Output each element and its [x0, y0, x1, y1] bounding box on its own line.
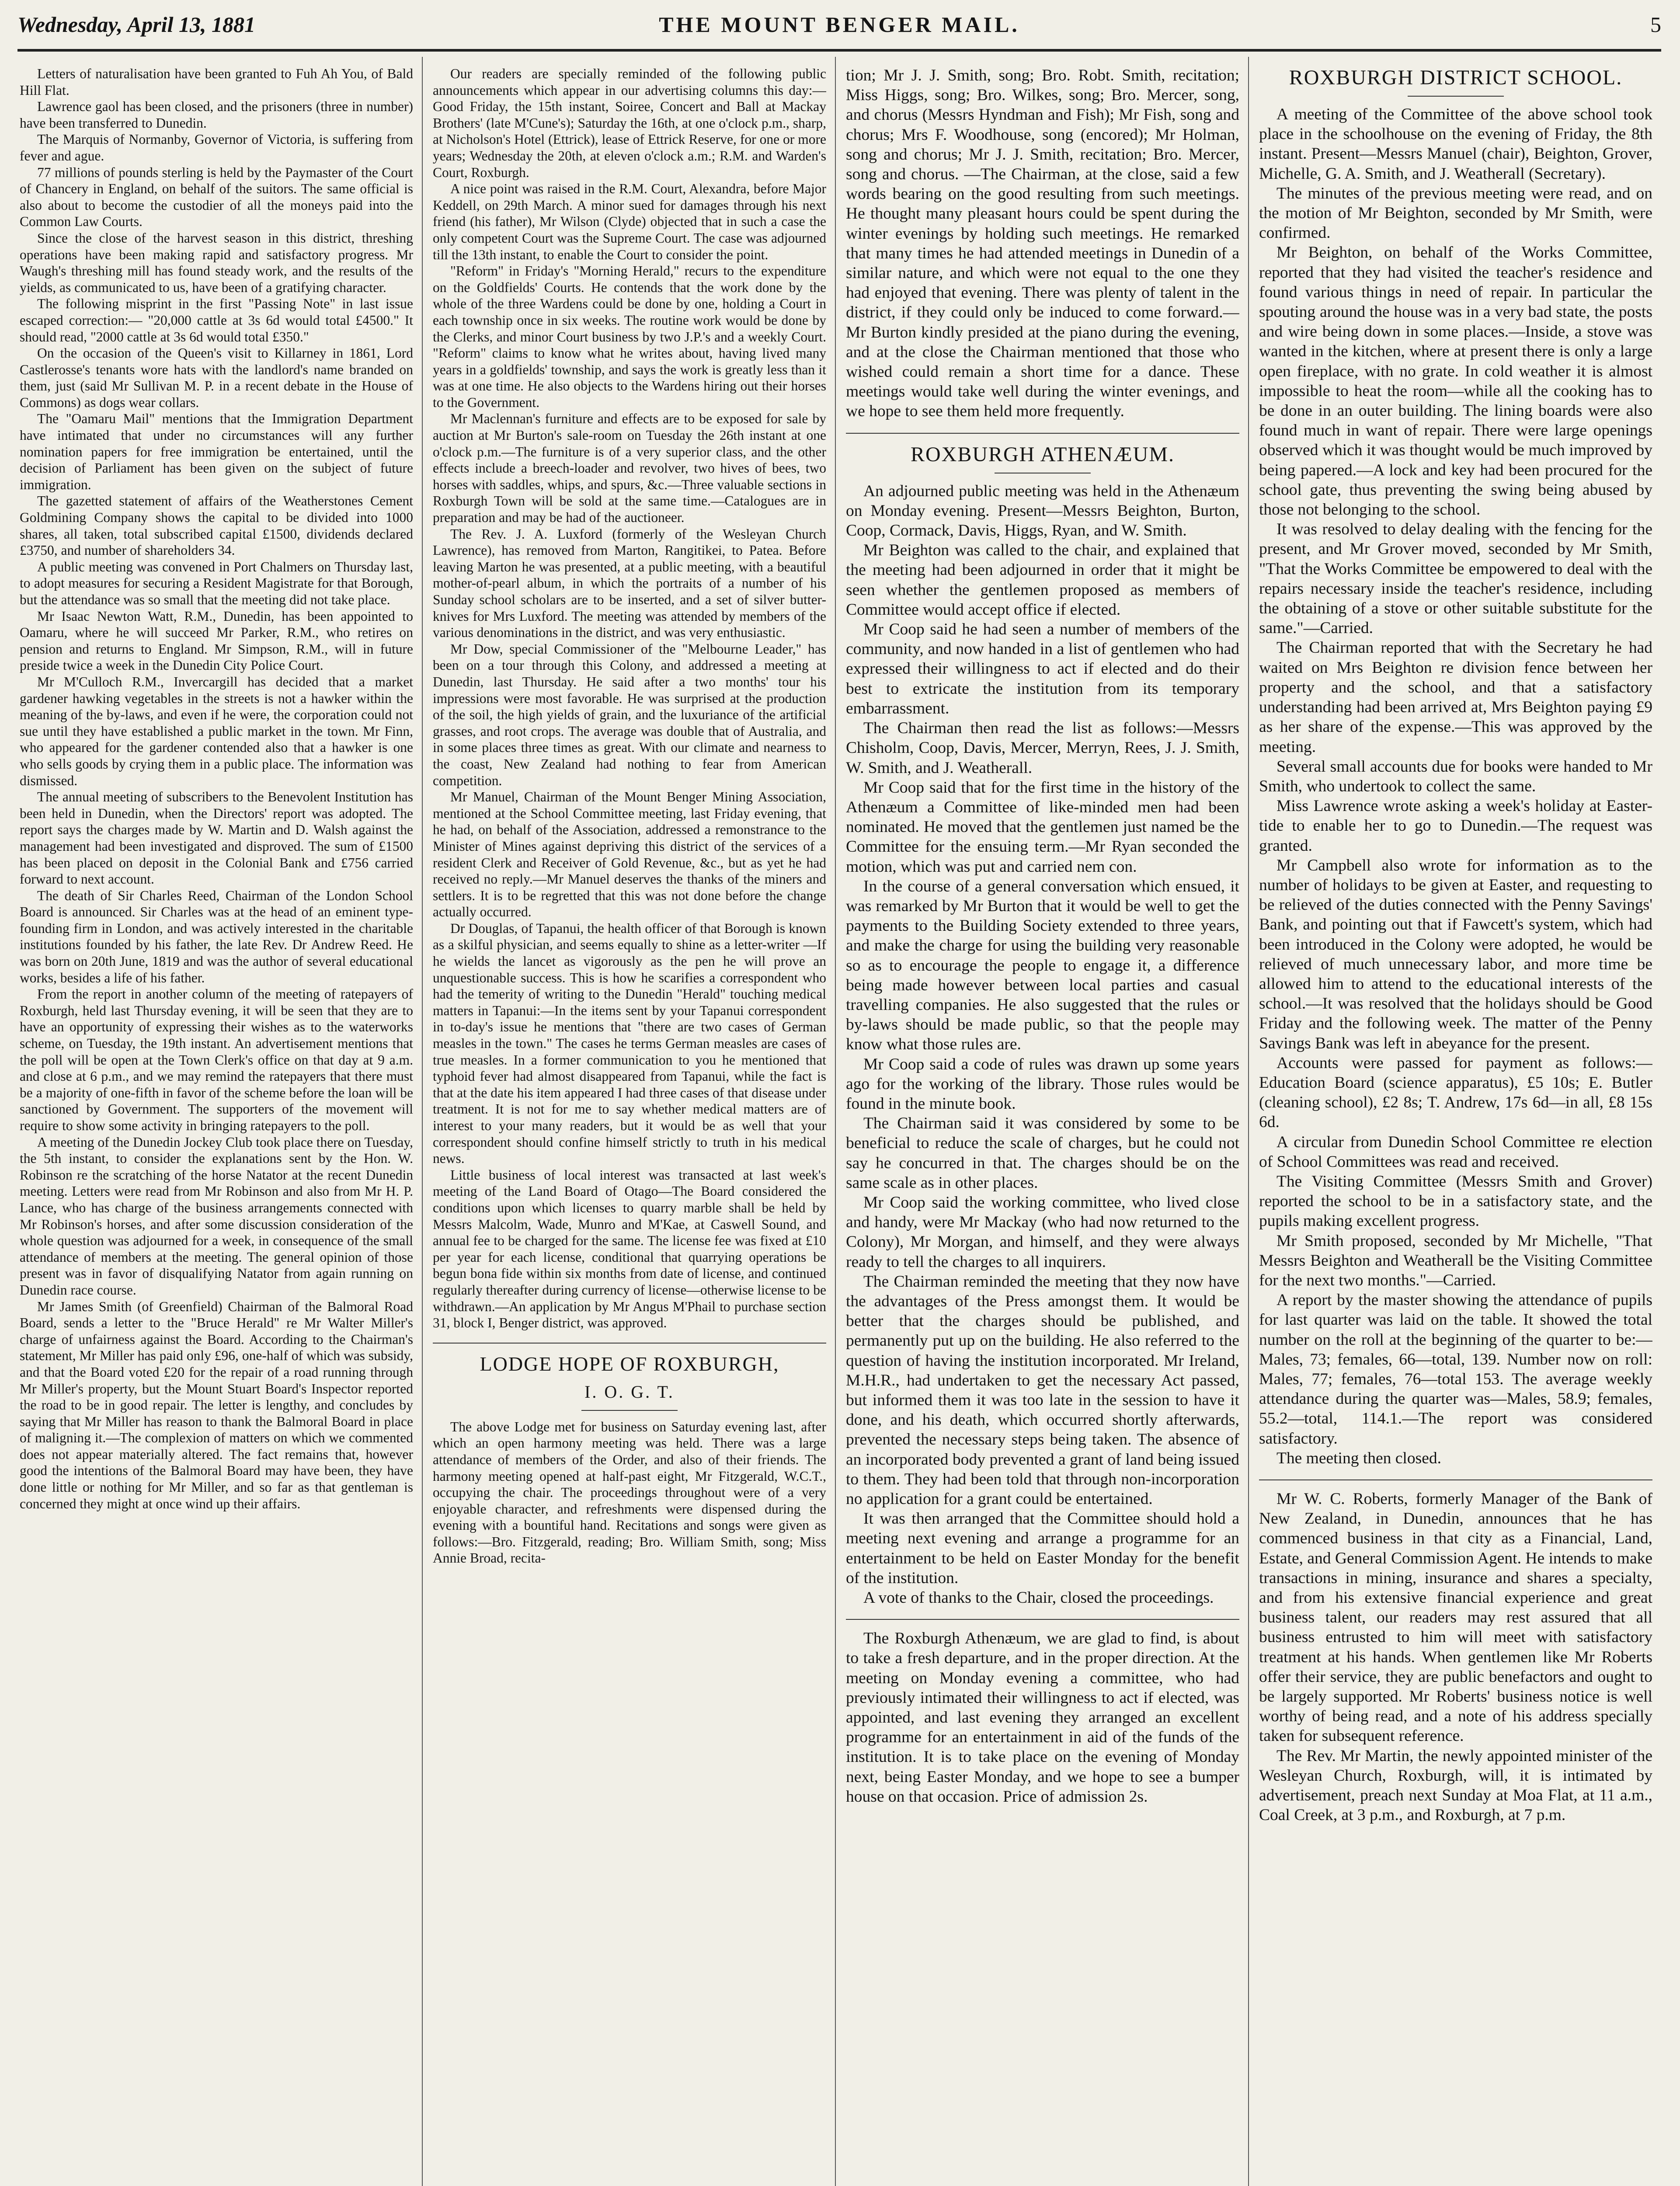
column-4: [1259, 66, 1652, 2186]
article-paragraph: The "Oamaru Mail" mentions that the Immigration Department have intimated that under no circumstances will any further nomination papers for free immigration be entertained, until the decision of Parliament has been given on the subject of future immigration.: [20, 411, 413, 492]
article-paragraph: The Rev. J. A. Luxford (formerly of the Wesleyan Church Lawrence), has removed from Marton, Rangitikei, to Patea. Before leaving Marton he was presented, at a public meeting, with a beautiful mother-of-pearl album, in which the portraits of a number of his Sunday school scholars are to be inserted, and a set of silver butter-knives for Mrs Luxford. The meeting was attended by members of the various denominations in the district, and was very enthusiastic.: [433, 526, 826, 640]
section-rule: [433, 1343, 826, 1344]
article-paragraph: The annual meeting of subscribers to the Benevolent Institution has been held in Dunedin, when the Directors' report was adopted. The report says the charges made by W. Martin and D. Walsh against the management had been investigated and disproved. The sum of £1500 has been placed on deposit in the Colonial Bank and £756 carried forward to next account.: [20, 789, 413, 887]
article-paragraph: Mr Coop said a code of rules was drawn up some years ago for the working of the library. Those rules would be found in the minute book.: [846, 1055, 1239, 1113]
page-number: 5: [1650, 12, 1661, 37]
article-paragraph: Several small accounts due for books were handed to Mr Smith, who undertook to collect the same.: [1259, 757, 1652, 795]
article-paragraph: Mr M'Culloch R.M., Invercargill has decided that a market gardener hawking vegetables in the streets is not a hawker within the meaning of the by-laws, and even if he were, the corporation could not sue until they have established a public market in the town. Mr Finn, who appeared for the gardener contended also that a hawker is one who sells goods by crying them in a public place. The information was dismissed.: [20, 674, 413, 788]
column-divider: [1248, 57, 1249, 2186]
article-paragraph: The above Lodge met for business on Saturday evening last, after which an open harmony meeting was held. There was a large attendance of members of the Order, and also of their friends. The harmony meeting opened at half-past eight, Mr Fitzgerald, W.C.T., occupying the chair. The proceedings throughout were of a very enjoyable character, and refreshments were dispensed during the evening with a bountiful hand. Recitations and songs were given as follows:—Bro. Fitzgerald, reading; Bro. William Smith, song; Miss Annie Broad, recita-: [433, 1419, 826, 1566]
article-paragraph: Lawrence gaol has been closed, and the prisoners (three in number) have been transferred to Dunedin.: [20, 99, 413, 131]
article-paragraph: The Chairman reported that with the Secretary he had waited on Mrs Beighton re division fence between her property and the school, and that a satisfactory understanding had been arrived at, Mrs Beighton paying £9 as her share of the expense.—This was approved by the meeting.: [1259, 639, 1652, 756]
article-paragraph: Mr Dow, special Commissioner of the "Melbourne Leader," has been on a tour through this Colony, and addressed a meeting at Dunedin, last Thursday. He said after a two months' tour his impressions were most favorable. He was surprised at the production of the soil, the high yields of grain, and the luxuriance of the artificial grasses, and root crops. The average was double that of Australia, and in some places three times as great. With our climate and nearness to the coast, New Zealand had nothing to fear from American competition.: [433, 641, 826, 788]
lodge-subheading: I. O. G. T.: [584, 1382, 675, 1402]
article-paragraph: The Visiting Committee (Messrs Smith and Grover) reported the school to be in a satisfactory state, and the pupils making excellent progress.: [1259, 1172, 1652, 1230]
article-paragraph: The meeting then closed.: [1277, 1449, 1441, 1467]
article-paragraph: tion; Mr J. J. Smith, song; Bro. Robt. Smith, recitation; Miss Higgs, song; Bro. Wilkes, song; Bro. Mercer, song, and chorus (Messrs Hyndman and Fish); Mr Fish, song and chorus; Mrs F. Woodhouse, song (encored); Mr Holman, song and chorus; Mr J. J. Smith, recitation; Bro. Mercer, song and chorus. —The Chairman, at the close, said a few words bearing on the good resulting from such meetings. He thought many pleasant hours could be spent during the winter evenings by holding such meetings. He remarked that many times he had attended meetings in Dunedin of a similar nature, and which were not equal to the one they had enjoyed that evening. There was plenty of talent in the district, if they could only be induced to come forward.—Mr Burton kindly presided at the piano during the evening, and at the close the Chairman mentioned that those who wished could remain a short time for a dance. These meetings would take well during the winter evenings, and we hope to see them held more frequently.: [846, 66, 1239, 421]
article-paragraph: A public meeting was convened in Port Chalmers on Thursday last, to adopt measures for securing a Resident Magistrate for that Borough, but the attendance was so small that the meeting did not take place.: [20, 559, 413, 607]
article-paragraph: Mr Maclennan's furniture and effects are to be exposed for sale by auction at Mr Burton's sale-room on Tuesday the 26th instant at one o'clock p.m.—The furniture is of a very superior class, and the other effects include a breech-loader and revolver, two hives of bees, two horses with saddles, whips, and spurs, &c.—Three valuable sections in Roxburgh Town will be sold at the same time.—Catalogues are in preparation and may be had of the auctioneer.: [433, 411, 826, 526]
article-paragraph: The minutes of the previous meeting were read, and on the motion of Mr Beighton, seconded by Mr Smith, were confirmed.: [1259, 184, 1652, 242]
article-paragraph: A report by the master showing the attendance of pupils for last quarter was laid on the table. It showed the total number on the roll at the beginning of the quarter to be:—Males, 73; females, 66—total, 139. Number now on roll: Males, 77; females, 76—total 153. The average weekly attendance during the quarter was—Males, 58.9; females, 55.2—total, 114.1.—The report was considered satisfactory.: [1259, 1291, 1652, 1448]
article-paragraph: The following misprint in the first "Passing Note" in last issue escaped correction:— "20,000 cattle at 3s 6d would total £4500." It should read, "2000 cattle at 3s 6d would total £350.": [20, 296, 413, 345]
article-paragraph: Mr Beighton, on behalf of the Works Committee, reported that they had visited the teacher's residence and found various things in need of repair. In particular the spouting around the house was in a very bad state, the posts and wire being down in some places.—Inside, a stove was wanted in the kitchen, where at present there is only a large open fireplace, with no grate. In cold weather it is almost impossible to heat the room—while all the cooking has to be done in an outer building. The lining boards were also found much in want of repair. There were large openings observed which it was thought would be much improved by being papered.—A lock and key had been procured for the school gate, thus preventing the swing being abused by those not belonging to the school.: [1259, 244, 1652, 519]
article-paragraph: Mr W. C. Roberts, formerly Manager of the Bank of New Zealand, in Dunedin, announces that he has commenced business in that city as a Financial, Land, Estate, and General Commission Agent. He intends to make transactions in mining, insurance and shares a specialty, and from his extensive financial experience and great business talent, our readers may rest assured that all business entrusted to him will meet with satisfactory treatment at his hands. When gentlemen like Mr Roberts offer their service, they are public benefactors and ought to be largely supported. Mr Roberts' business notice is well worthy of being read, and a note of his address specially taken for subsequent reference.: [1259, 1490, 1652, 1745]
column-2: [433, 66, 826, 2186]
article-paragraph: Since the close of the harvest season in this district, threshing operations have been making rapid and satisfactory progress. Mr Waugh's threshing mill has found steady work, and the results of the yields, as communicated to us, have been of a gratifying character.: [20, 230, 413, 295]
article-paragraph: Mr James Smith (of Greenfield) Chairman of the Balmoral Road Board, sends a letter to the "Bruce Herald" re Mr Walter Miller's charge of unfairness against the Board. According to the Chairman's statement, Mr Miller has paid only £96, one-half of which was subsidy, and that the Board voted £20 for the repair of a road running through Mr Miller's property, but the Mount Stuart Board's Inspector reported the road to be in good repair. The letter is lengthy, and concludes by saying that Mr Miller has reason to thank the Balmoral Board in place of maligning it.—The complexion of matters on which we commented does not appear materially altered. The fact remains that, however good the intentions of the Balmoral Board may have been, they have done little or nothing for Mr Miller, and so far as that gentleman is concerned they might at once wind up their affairs.: [20, 1298, 413, 1511]
article-paragraph: The Roxburgh Athenæum, we are glad to find, is about to take a fresh departure, and in the proper direction. At the meeting on Monday evening a committee, who had previously intimated their willingness to act if elected, was appointed, and last evening they arranged an excellent programme for an entertainment in aid of the funds of the institution. It is to take place on the evening of Monday next, being Easter Monday, and we hope to see a bumper house on that occasion. Price of admission 2s.: [846, 1629, 1239, 1806]
column-divider: [835, 57, 836, 2186]
issue-date: Wednesday, April 13, 1881: [17, 12, 255, 37]
article-paragraph: The Chairman said it was considered by some to be beneficial to reduce the scale of charges, but he could not say he concurred in that. The charges should be on the same scale as in other places.: [846, 1114, 1239, 1192]
article-paragraph: "Reform" in Friday's "Morning Herald," recurs to the expenditure on the Goldfields' Courts. He contends that the work done by the whole of the three Wardens could be done by one, holding a Court in each township once in six weeks. The routine work would be done by the Clerks, and minor Court business by two J.P.'s and a weekly Court. "Reform" claims to know what he writes about, having lived many years in a goldfields' township, and says the work is greatly less than it was at one time. He also objects to the Wardens hiring out their horses to the Government.: [433, 263, 826, 410]
article-paragraph: 77 millions of pounds sterling is held by the Paymaster of the Court of Chancery in England, on behalf of the suitors. The same official is also about to become the custodier of all the moneys paid into the Common Law Courts.: [20, 164, 413, 230]
article-paragraph: Our readers are specially reminded of the following public announcements which appear in our advertising columns this day:—Good Friday, the 15th instant, Soiree, Concert and Ball at Mackay Brothers' (late M'Cune's); Saturday the 16th, at one o'clock p.m., sharp, at Nicholson's Hotel (Ettrick), lease of Ettrick Reserve, for one or more years; Wednesday the 20th, at eleven o'clock a.m.; R.M. and Warden's Court, Roxburgh.: [433, 66, 826, 180]
athenaeum-heading: ROXBURGH ATHENÆUM.: [910, 442, 1175, 466]
article-paragraph: The Rev. Mr Martin, the newly appointed minister of the Wesleyan Church, Roxburgh, will, it is intimated by advertisement, preach next Sunday at Moa Flat, at 11 a.m., Coal Creek, at 3 p.m., and Roxburgh, at 7 p.m.: [1259, 1747, 1652, 1824]
article-paragraph: Accounts were passed for payment as follows:— Education Board (science apparatus), £5 10s; E. Butler (cleaning school), £2 8s; T. Andrew, 17s 6d—in all, £8 15s 6d.: [1259, 1054, 1652, 1131]
article-paragraph: The gazetted statement of affairs of the Weatherstones Cement Goldmining Company shows the capital to be divided into 1000 shares, all taken, total subscribed capital £1500, dividends declared £3750, and number of shareholders 34.: [20, 493, 413, 558]
article-paragraph: From the report in another column of the meeting of ratepayers of Roxburgh, held last Thursday evening, it will be seen that they are to have an opportunity of expressing their wishes as to the waterworks scheme, on Tuesday, the 19th instant. An advertisement mentions that the poll will be open at the Town Clerk's office on that day at 9 a.m. and close at 6 p.m., and we may remind the ratepayers that there must be a majority of one-fifth in favor of the scheme before the loan will be sanctioned by Government. The supporters of the movement will require to show some activity in bringing ratepayers to the poll.: [20, 986, 413, 1133]
lodge-heading: LODGE HOPE OF ROXBURGH,: [480, 1352, 779, 1375]
article-paragraph: Mr Smith proposed, seconded by Mr Michelle, "That Messrs Beighton and Weatherall be the Visiting Committee for the next two months."—Carried.: [1259, 1232, 1652, 1289]
article-paragraph: It was resolved to delay dealing with the fencing for the present, and Mr Grover moved, seconded by Mr Smith, "That the Works Committee be empowered to deal with the repairs necessary inside the teacher's residence, including the obtaining of a stove or other suitable substitute for the same."—Carried.: [1259, 520, 1652, 637]
article-paragraph: Little business of local interest was transacted at last week's meeting of the Land Board of Otago—The Board considered the conditions upon which licenses to quarry marble shall be held by Messrs Malcolm, Wade, Munro and M'Kae, at Caswell Sound, and annual fee to be charged for the same. The license fee was fixed at £10 per year for each license, conditional that quarrying operations be begun bona fide within six months from date of license, and continued regularly thereafter during currency of license—otherwise license to be withdrawn.—An application by Mr Angus M'Phail to purchase section 31, block I, Benger district, was approved.: [433, 1167, 826, 1331]
column-divider: [422, 57, 423, 2186]
article-paragraph: Letters of naturalisation have been granted to Fuh Ah You, of Bald Hill Flat.: [20, 66, 413, 98]
article-paragraph: The Chairman then read the list as follows:—Messrs Chisholm, Coop, Davis, Mercer, Merryn, Rees, J. J. Smith, W. Smith, and J. Weatherall.: [846, 719, 1239, 777]
heading-rule: [1408, 96, 1504, 97]
article-paragraph: Mr Isaac Newton Watt, R.M., Dunedin, has been appointed to Oamaru, where he will succeed Mr Parker, R.M., who retires on pension and returns to England. Mr Simpson, R.M., will in future preside twice a week in the Dunedin City Police Court.: [20, 608, 413, 673]
masthead: [17, 0, 1661, 49]
article-paragraph: On the occasion of the Queen's visit to Killarney in 1861, Lord Castlerosse's tenants wore hats with the landlord's name branded on them, just (said Mr Sullivan M. P. in a recent debate in the House of Commons) as dogs wear collars.: [20, 345, 413, 410]
article-paragraph: Mr Coop said that for the first time in the history of the Athenæum a Committee of like-minded men had been nominated. He moved that the gentlemen just named be the Committee for the ensuing term.—Mr Ryan seconded the motion, which was put and carried nem con.: [846, 778, 1239, 876]
article-paragraph: A meeting of the Committee of the above school took place in the schoolhouse on the evening of Friday, the 8th instant. Present—Messrs Manuel (chair), Beighton, Grover, Michelle, G. A. Smith, and J. Weatherall (Secretary).: [1259, 105, 1652, 183]
article-paragraph: It was then arranged that the Committee should hold a meeting next evening and arrange a programme for an entertainment to be held on Easter Monday for the benefit of the institution.: [846, 1510, 1239, 1587]
article-paragraph: Dr Douglas, of Tapanui, the health officer of that Borough is known as a skilful physician, and seems equally to shine as a letter-writer —If he wields the lancet as vigorously as the pen he will prove an unquestionable success. This is how he scarifies a correspondent who had the temerity of writing to the Dunedin "Herald" touching medical matters in Tapanui:—In the items sent by your Tapanui correspondent in to-day's issue he mentions that "there are two cases of German measles in the town." The cases he terms German measles are cases of true measles. In a former communication to you he mentioned that typhoid fever had almost disappeared from Tapanui, while the fact is that at the date his item appeared I had three cases of that disease under treatment. It is not for me to say whether medical matters are of interest to your many readers, but it would be as well that your correspondent should confine himself strictly to truth in his medical news.: [433, 920, 826, 1166]
masthead-rule: [17, 49, 1661, 52]
article-paragraph: Mr Coop said he had seen a number of members of the community, and now handed in a list of gentlemen who had expressed their willingness to act if elected and do their best to extricate the institution from its temporary embarrassment.: [846, 620, 1239, 717]
column-1: [20, 66, 413, 2186]
article-paragraph: A vote of thanks to the Chair, closed the proceedings.: [863, 1589, 1214, 1607]
article-paragraph: A nice point was raised in the R.M. Court, Alexandra, before Major Keddell, on 29th March. A minor sued for damages through his next friend (his father), Mr Wilson (Clyde) objected that in such a case the only competent Court was the Supreme Court. The case was adjourned till the 13th instant, to enable the Court to consider the point.: [433, 181, 826, 262]
article-paragraph: Miss Lawrence wrote asking a week's holiday at Easter-tide to enable her to go to Dunedin.—The request was granted.: [1259, 797, 1652, 855]
article-paragraph: The Chairman reminded the meeting that they now have the advantages of the Press amongst them. It would be better that the charges should be published, and permanently put up on the building. He also referred to the question of having the institution incorporated. Mr Ireland, M.H.R., had undertaken to get the necessary Act passed, but informed them it was too late in the session to have it done, and his death, which occurred shortly afterwards, prevented the necessary steps being taken. The absence of an incorporated body prevented a grant of land being issued to them. They had been told that through non-incorporation no application for a grant could be entertained.: [846, 1272, 1239, 1508]
section-rule: [1259, 1479, 1652, 1480]
heading-rule: [581, 1410, 678, 1411]
section-rule: [846, 433, 1239, 434]
article-paragraph: Mr Beighton was called to the chair, and explained that the meeting had been adjourned in order that it might be seen whether the gentlemen proposed as members of Committee would accept office if elected.: [846, 541, 1239, 619]
article-paragraph: A meeting of the Dunedin Jockey Club took place there on Tuesday, the 5th instant, to consider the explanations sent by the Hon. W. Robinson re the scratching of the horse Natator at the recent Dunedin meeting. Letters were read from Mr Robinson and also from Mr H. P. Lance, who has charge of the business arrangements connected with Mr Robinson's horses, and after some discussion consideration of the whole question was adjourned for a week, in consequence of the small attendance of members at the meeting. The general opinion of those present was in favor of disqualifying Natator from again running on Dunedin race course.: [20, 1134, 413, 1298]
newspaper-title: THE MOUNT BENGER MAIL.: [659, 12, 1020, 37]
article-paragraph: In the course of a general conversation which ensued, it was remarked by Mr Burton that it would be well to get the payments to the Building Society extended to three years, and make the charge for using the building very reasonable so as to encourage the people to engage it, a difference being made however between local parties and casual travelling companies. He also suggested that the rules or by-laws should be made public, so that the people may know what those rules are.: [846, 877, 1239, 1054]
article-paragraph: The Marquis of Normanby, Governor of Victoria, is suffering from fever and ague.: [20, 132, 413, 164]
article-paragraph: The death of Sir Charles Reed, Chairman of the London School Board is announced. Sir Charles was at the head of an eminent type-founding firm in London, and was actively interested in the charitable institutions founded by his father, the late Rev. Dr Andrew Reed. He was born on 20th June, 1819 and was the author of several educational works, besides a life of his father.: [20, 888, 413, 985]
article-paragraph: Mr Manuel, Chairman of the Mount Benger Mining Association, mentioned at the School Committee meeting, last Friday evening, that he had, on behalf of the Association, addressed a remonstrance to the Minister of Mines against depriving this district of the services of a resident Clerk and Receiver of Gold Revenue, &c., but as yet he had received no reply.—Mr Manuel deserves the thanks of the miners and settlers. It is to be regretted that this was not done before the change actually occurred.: [433, 789, 826, 920]
article-paragraph: An adjourned public meeting was held in the Athenæum on Monday evening. Present—Messrs Beighton, Burton, Coop, Cormack, Davis, Higgs, Ryan, and W. Smith.: [846, 482, 1239, 540]
column-3: [846, 66, 1239, 2186]
section-rule: [846, 1619, 1239, 1620]
article-paragraph: A circular from Dunedin School Committee re election of School Committees was read and received.: [1259, 1133, 1652, 1171]
article-paragraph: Mr Campbell also wrote for information as to the number of holidays to be given at Easter, and requesting to be relieved of the duties connected with the Penny Savings' Bank, and pointing out that if Fawcett's system, which had been introduced in the Colony were adopted, he would be relieved of much unnecessary labor, and more time be allowed him to attend to the educational interests of the school.—It was resolved that the holidays should be Good Friday and the following week. The matter of the Penny Savings Bank was left in abeyance for the present.: [1259, 856, 1652, 1052]
article-paragraph: Mr Coop said the working committee, who lived close and handy, were Mr Mackay (who had now returned to the Colony), Mr Morgan, and himself, and they were always ready to tell the charges to all inquirers.: [846, 1193, 1239, 1271]
school-heading: ROXBURGH DISTRICT SCHOOL.: [1289, 66, 1623, 89]
